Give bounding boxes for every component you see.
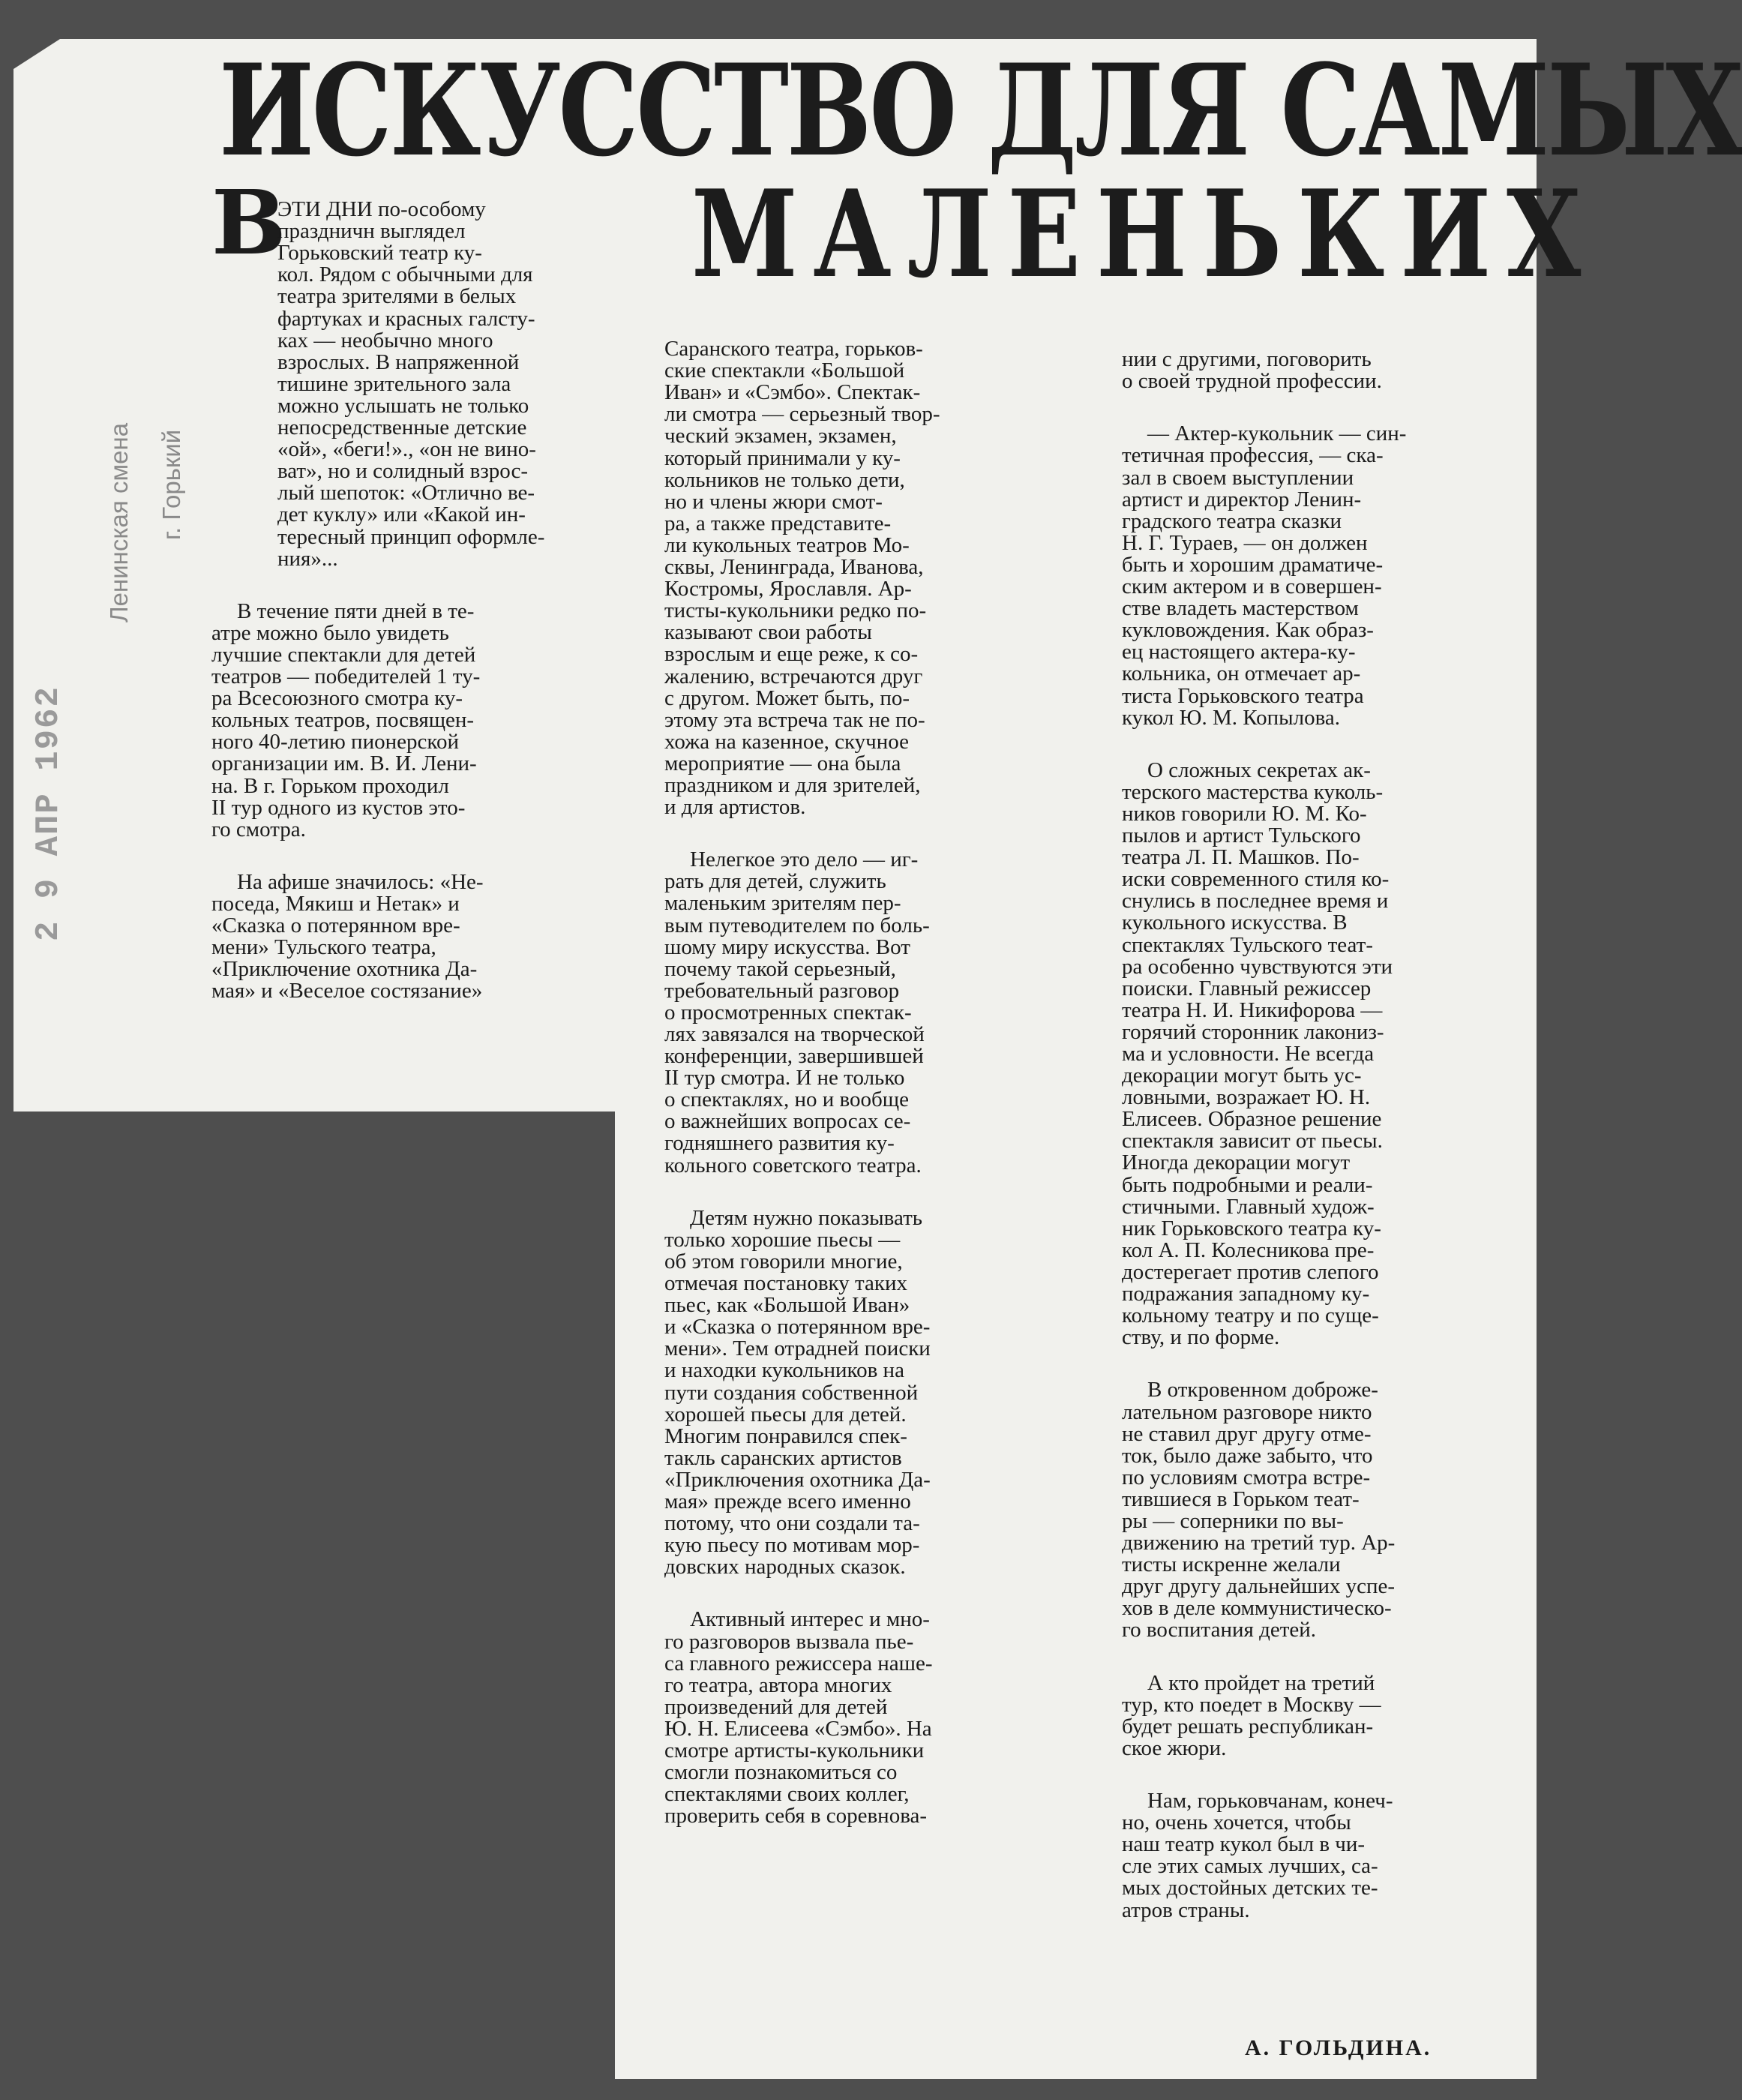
author-signature: А. ГОЛЬДИНА. xyxy=(1245,2036,1432,2060)
paragraph: А кто пройдет на третий тур, кто поедет в Москву — будет решать республикан- ское жюри. xyxy=(1122,1670,1381,1760)
paragraph: — Актер-кукольник — син- тетичная профессия, — ска- зал в своем выступлении артист и директор Ленин- градского театра сказки Н. Г. Тураев, — он должен быть и хорошим драматиче- ским актером и в совершен- стве владеть мастерством кукловождения. Как образ- ец настоящего актера-ку- кольника, он отмечает ар- тиста Горьковского театра кукол Ю. М. Копылова. xyxy=(1122,422,1407,730)
article-column-1 xyxy=(211,170,616,1034)
paragraph: Детям нужно показывать только хорошие пьесы — об этом говорили многие, отмечая постановку таких пьес, как «Большой Иван» и «Сказка о потерянном вре- мени». Тем отрадней поиски и находки кукольников на пути создания собственной хорошей пьесы для детей. Многим понравился спек- такль саранских артистов «Приключения охотника Да- мая» прежде всего именно потому, что они создали та- кую пьесу по мотивам мор- довских народных сказок. xyxy=(664,1205,931,1580)
article-column-3 xyxy=(1122,327,1513,1952)
paragraph: ЭТИ ДНИ по-особому праздничн выглядел Горьковский театр ку- кол. Рядом с обычными для театра зрителями в белых фартуках и красных галсту- ках — необычно много взрослых. В напряженной тишине зрительного зала можно услышать не только непосредственные детские «ой», «беги!»., «он не вино- ват», но и солидный взрос- лый шепоток: «Отлично ве- дет куклу» или «Какой ин- тересный принцип оформле- ния»... xyxy=(277,197,545,571)
city-stamp: г. Горький xyxy=(157,429,185,540)
paragraph: Нелегкое это дело — иг- рать для детей, служить маленьким зрителям пер- вым путеводителем по боль- шому миру искусства. Вот почему такой серьезный, требовательный разговор о просмотренных спектак- лях завязался на творческой конференции, завершившей II тур смотра. И не только о спектаклях, но и вообще о важнейших вопросах се- годняшнего развития ку- кольного советского театра. xyxy=(664,848,930,1178)
headline-line-2: МАЛЕНЬКИХ xyxy=(691,164,1597,304)
paragraph: Активный интерес и мно- го разговоров вызвала пье- са главного режиссера наше- го театра, автора многих произведений для детей Ю. Н. Елисеева «Сэмбо». На смотре артисты-кукольники смогли познакомиться со спектаклями своих коллег, проверить себя в соревнова- xyxy=(664,1607,933,1828)
article-column-2 xyxy=(664,316,1069,1858)
date-stamp: 2 9 АПР 1962 xyxy=(30,686,67,941)
source-stamp: Ленинская смена xyxy=(105,422,133,622)
paragraph: О сложных секретах ак- терского мастерства куколь- ников говорили Ю. М. Ко- пылов и артист Тульского театра Л. П. Машков. По- иски современного стиля ко- снулись в последнее время и кукольного искусства. В спектаклях Тульского теат- ра особенно чувствуются эти поиски. Главный режиссер театра Н. И. Никифорова — горячий сторонник лакониз- ма и условности. Не всегда декорации могут быть ус- ловными, возражает Ю. Н. Елисеев. Образное решение спектакля зависит от пьесы. Иногда декорации могут быть подробными и реали- стичными. Главный худож- ник Горьковского театра ку- кол А. П. Колесникова пре- достерегает против слепого подражания западному ку- кольному театру и по суще- ству, и по форме. xyxy=(1122,758,1393,1350)
paragraph: Саранского театра, горьков- ские спектакли «Большой Иван» и «Сэмбо». Спектак- ли смотра — серьезный твор- ческий экзамен, экзамен, который принимали у ку- кольников не только дети, но и члены жюри смот- ра, а также представите- ли кукольных театров Мо- сквы, Ленинграда, Иванова, Костромы, Ярославля. Ар- тисты-кукольники редко по- казывают свои работы взрослым и еще реже, к со- жалению, встречаются друг с другом. Может быть, по- этому эта встреча так не по- хожа на казенное, скучное мероприятие — она была праздником и для зрителей, и для артистов. xyxy=(664,337,940,820)
paragraph: В откровенном доброже- лательном разговоре никто не ставил друг другу отме- ток, было даже забыто, что по условиям смотра встре- тившиеся в Горьком теат- ры — соперники по вы- движению на третий тур. Ар- тисты искренне желали друг другу дальнейших успе- хов в деле коммунистическо- го воспитания детей. xyxy=(1122,1378,1396,1642)
paragraph: В течение пяти дней в те- атре можно было увидеть лучшие спектакли для детей театров — победителей 1 ту- ра Всесоюзного смотра ку- кольных театров, посвящен- ного 40-летию пионерской организации им. В. И. Лени- на. В г. Горьком проходил II тур одного из кустов это- го смотра. xyxy=(211,598,481,842)
paragraph: нии с другими, поговорить о своей трудной профессии. xyxy=(1122,347,1382,394)
drop-cap: В xyxy=(211,170,286,274)
paragraph: На афише значилось: «Не- поседа, Мякиш и Нетак» и «Сказка о потерянном вре- мени» Тульского театра, «Приключение охотника Да- мая» и «Веселое состязание» xyxy=(211,869,484,1004)
headline-line-1: ИСКУССТВО ДЛЯ САМЫХ xyxy=(219,36,1742,184)
paragraph: Нам, горьковчанам, конеч- но, очень хочется, чтобы наш театр кукол был в чи- сле этих самых лучших, са- мых достойных детских те- атров страны. xyxy=(1122,1789,1393,1922)
